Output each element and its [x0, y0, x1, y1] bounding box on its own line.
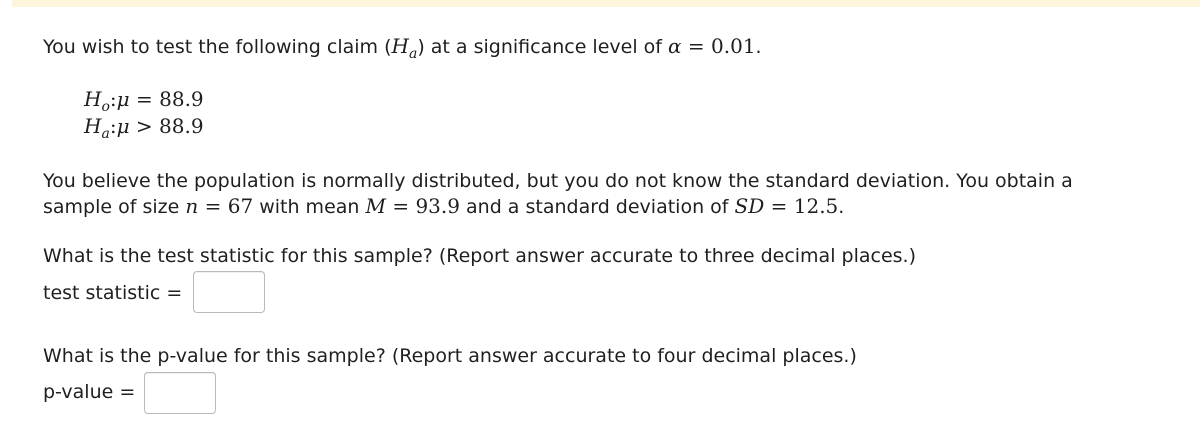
alternative-hypothesis: $H_a:\mu > 88.9$ [84, 114, 204, 142]
alpha-expression: α = 0.01 [668, 34, 756, 58]
alt-hypothesis-symbol: $H_a$ [391, 34, 418, 62]
null-hypothesis: $H_o:\mu = 88.9$ [84, 87, 204, 115]
intro-text-prefix: You wish to test the following claim ( [43, 36, 392, 58]
p-value-label: p-value = [43, 381, 136, 403]
top-highlight-band [12, 0, 1200, 7]
test-statistic-prompt: What is the test statistic for this sample? (Report answer accurate to three decimal places.) [43, 245, 916, 267]
p-value-prompt: What is the p-value for this sample? (Report answer accurate to four decimal places.) [43, 345, 857, 367]
p-value-input[interactable] [144, 372, 216, 414]
test-statistic-label: test statistic = [43, 282, 183, 304]
test-statistic-input[interactable] [193, 271, 265, 313]
intro-text-middle: ) at a significance level of [417, 36, 669, 58]
question-intro: You wish to test the following claim $(H_a)$ at a significance level of α = 0.01. [43, 34, 762, 62]
paragraph-line-1: You believe the population is normally distributed, but you do not know the standard deviation. You obtain a [43, 170, 1073, 192]
paragraph-line-2: sample of size n = 67 with mean M = 93.9 and a standard deviation of SD = 12.5. [43, 194, 845, 218]
